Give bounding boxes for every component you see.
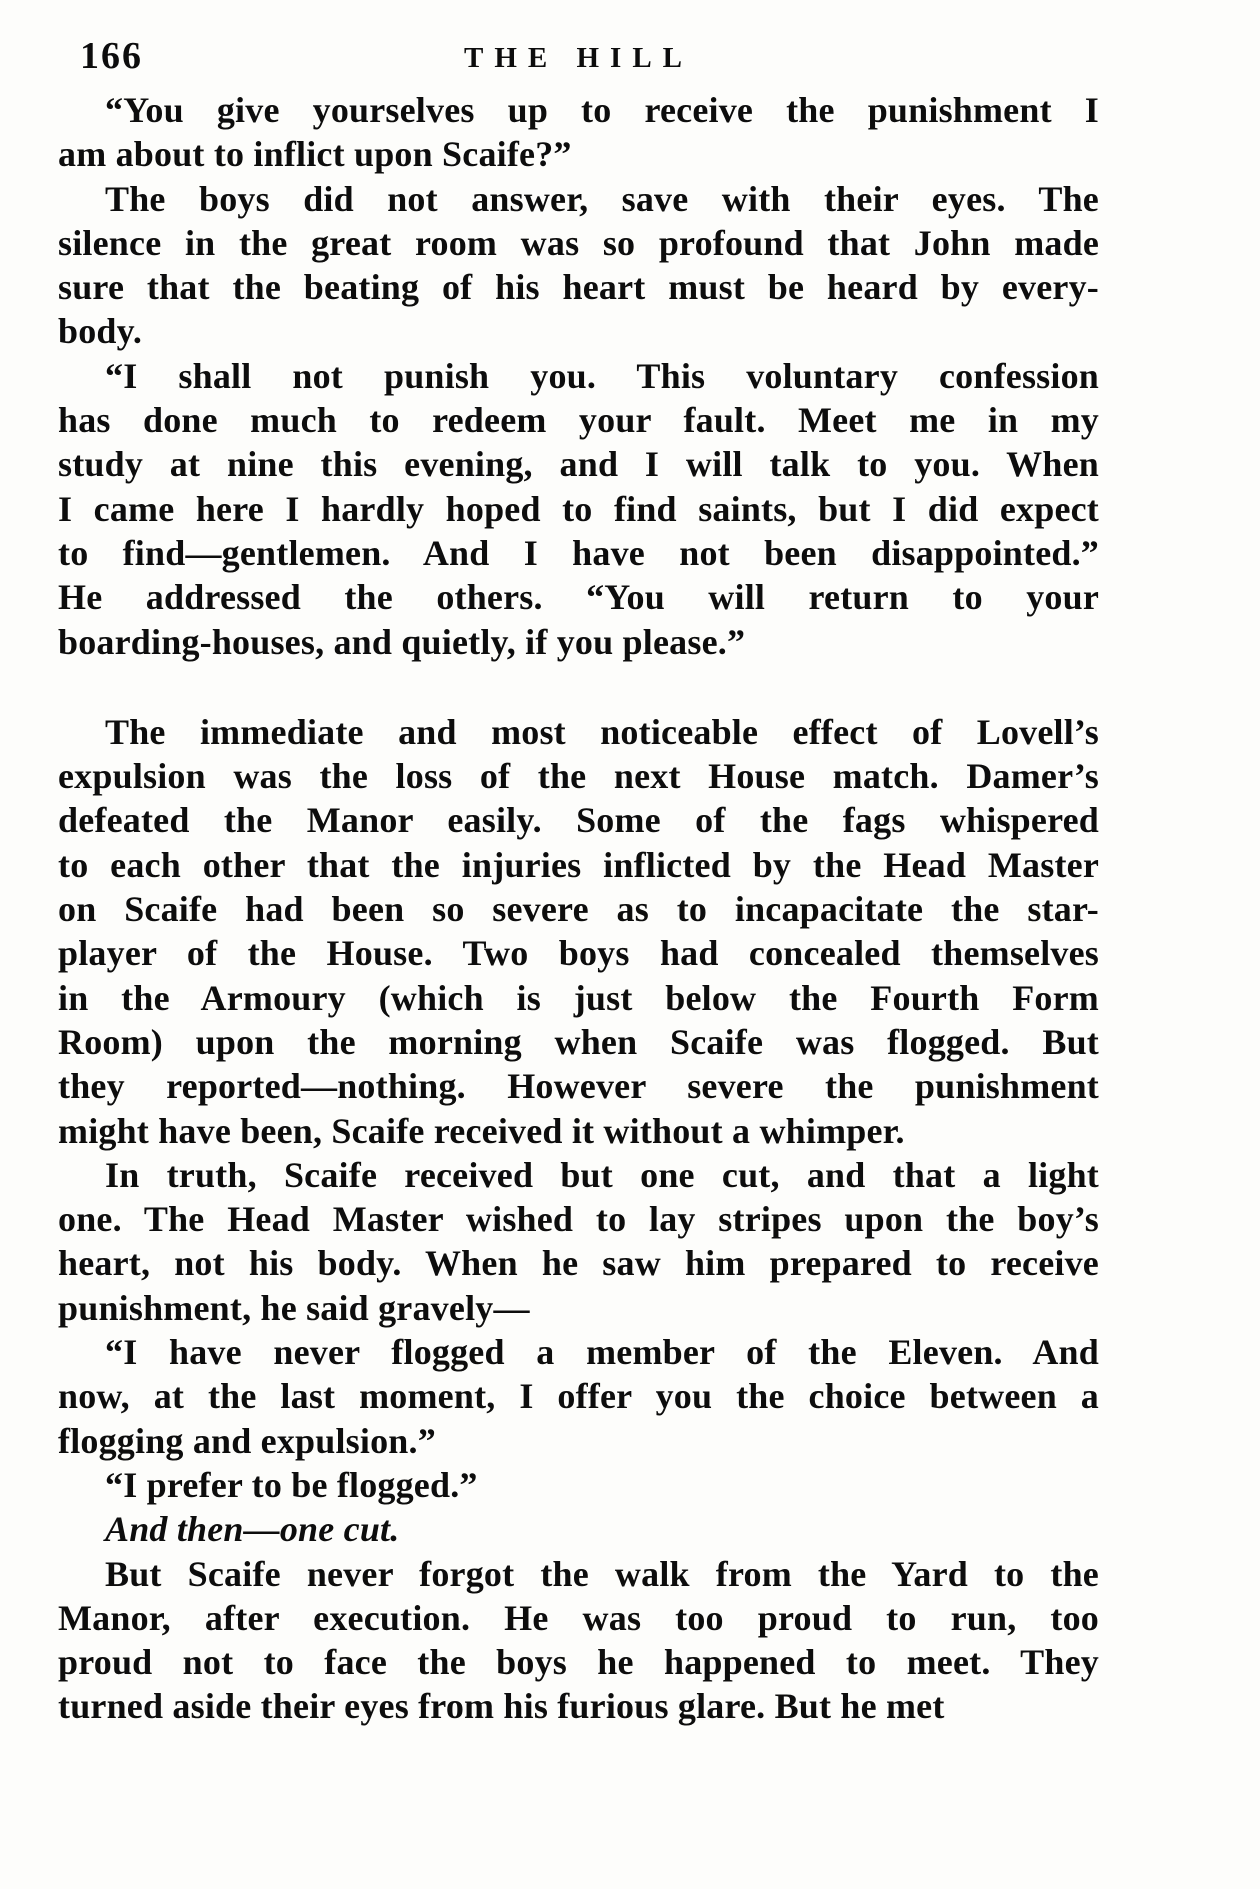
text-line: I came here I hardly hoped to find saints, but I did expect [58, 488, 1099, 529]
text-line: one. The Head Master wished to lay stripes upon the boy’s [58, 1199, 1099, 1240]
text-line: In truth, Scaife received but one cut, and that a light [105, 1154, 1099, 1195]
text-line: He addressed the others. “You will return to your [58, 577, 1099, 618]
text-line: body. [58, 311, 143, 352]
text-line: player of the House. Two boys had concealed themselves [58, 933, 1099, 974]
paragraph [58, 1552, 1099, 1729]
text-line: “You give yourselves up to receive the punishment I [105, 90, 1099, 130]
text-line: The boys did not answer, save with their eyes. The [105, 178, 1099, 219]
paragraph [58, 177, 1099, 354]
paragraph [58, 354, 1099, 664]
text-line: The immediate and most noticeable effect of Lovell’s [105, 711, 1099, 752]
text-line: “I have never flogged a member of the Eleven. And [105, 1332, 1099, 1373]
text-line: expulsion was the loss of the next House match. Damer’s [58, 756, 1099, 797]
text-line: study at nine this evening, and I will talk to you. When [58, 444, 1099, 485]
text-line: in the Armoury (which is just below the Fourth Form [58, 977, 1099, 1018]
text-line: proud not to face the boys he happened to meet. They [58, 1642, 1099, 1683]
text-line: “I shall not punish you. This voluntary confession [105, 355, 1099, 396]
text-line: am about to inflict upon Scaife?” [58, 134, 572, 175]
text-line: punishment, he said gravely— [58, 1287, 530, 1328]
text-line: boarding-houses, and quietly, if you please.” [58, 621, 746, 662]
text-line: Manor, after execution. He was too proud to run, too [58, 1597, 1099, 1638]
text-line: silence in the great room was so profound that John made [58, 222, 1099, 263]
text-line: sure that the beating of his heart must be heard by every- [58, 267, 1099, 308]
text-line: might have been, Scaife received it without a whimper. [58, 1110, 905, 1151]
text-line: to find—gentlemen. And I have not been disappointed.” [58, 532, 1099, 573]
page-number: 166 [80, 35, 143, 77]
running-header [58, 36, 1099, 80]
text-line: flogging and expulsion.” [58, 1420, 436, 1461]
paragraph [58, 1330, 1099, 1463]
paragraph [58, 88, 1099, 177]
text-line: And then—one cut. [105, 1509, 400, 1550]
text-line: turned aside their eyes from his furious glare. But he met [58, 1686, 945, 1727]
text-line: defeated the Manor easily. Some of the fags whispered [58, 800, 1099, 841]
text-line: “I prefer to be flogged.” [105, 1464, 478, 1505]
text-line: to each other that the injuries inflicted by the Head Master [58, 844, 1099, 885]
text-line: on Scaife had been so severe as to incapacitate the star- [58, 889, 1099, 930]
text-line: But Scaife never forgot the walk from the Yard to the [105, 1553, 1099, 1594]
paragraph [58, 710, 1099, 1153]
text-line: heart, not his body. When he saw him prepared to receive [58, 1243, 1099, 1284]
paragraph [58, 1153, 1099, 1330]
text-line: they reported—nothing. However severe the punishment [58, 1066, 1099, 1107]
text-line: has done much to redeem your fault. Meet me in my [58, 400, 1099, 441]
paragraph [58, 1507, 1099, 1551]
page-body [58, 88, 1099, 1729]
paragraph [58, 1463, 1099, 1507]
running-title: THE HILL [463, 42, 694, 74]
text-line: now, at the last moment, I offer you the choice between a [58, 1376, 1099, 1417]
text-line: Room) upon the morning when Scaife was flogged. But [58, 1021, 1099, 1062]
